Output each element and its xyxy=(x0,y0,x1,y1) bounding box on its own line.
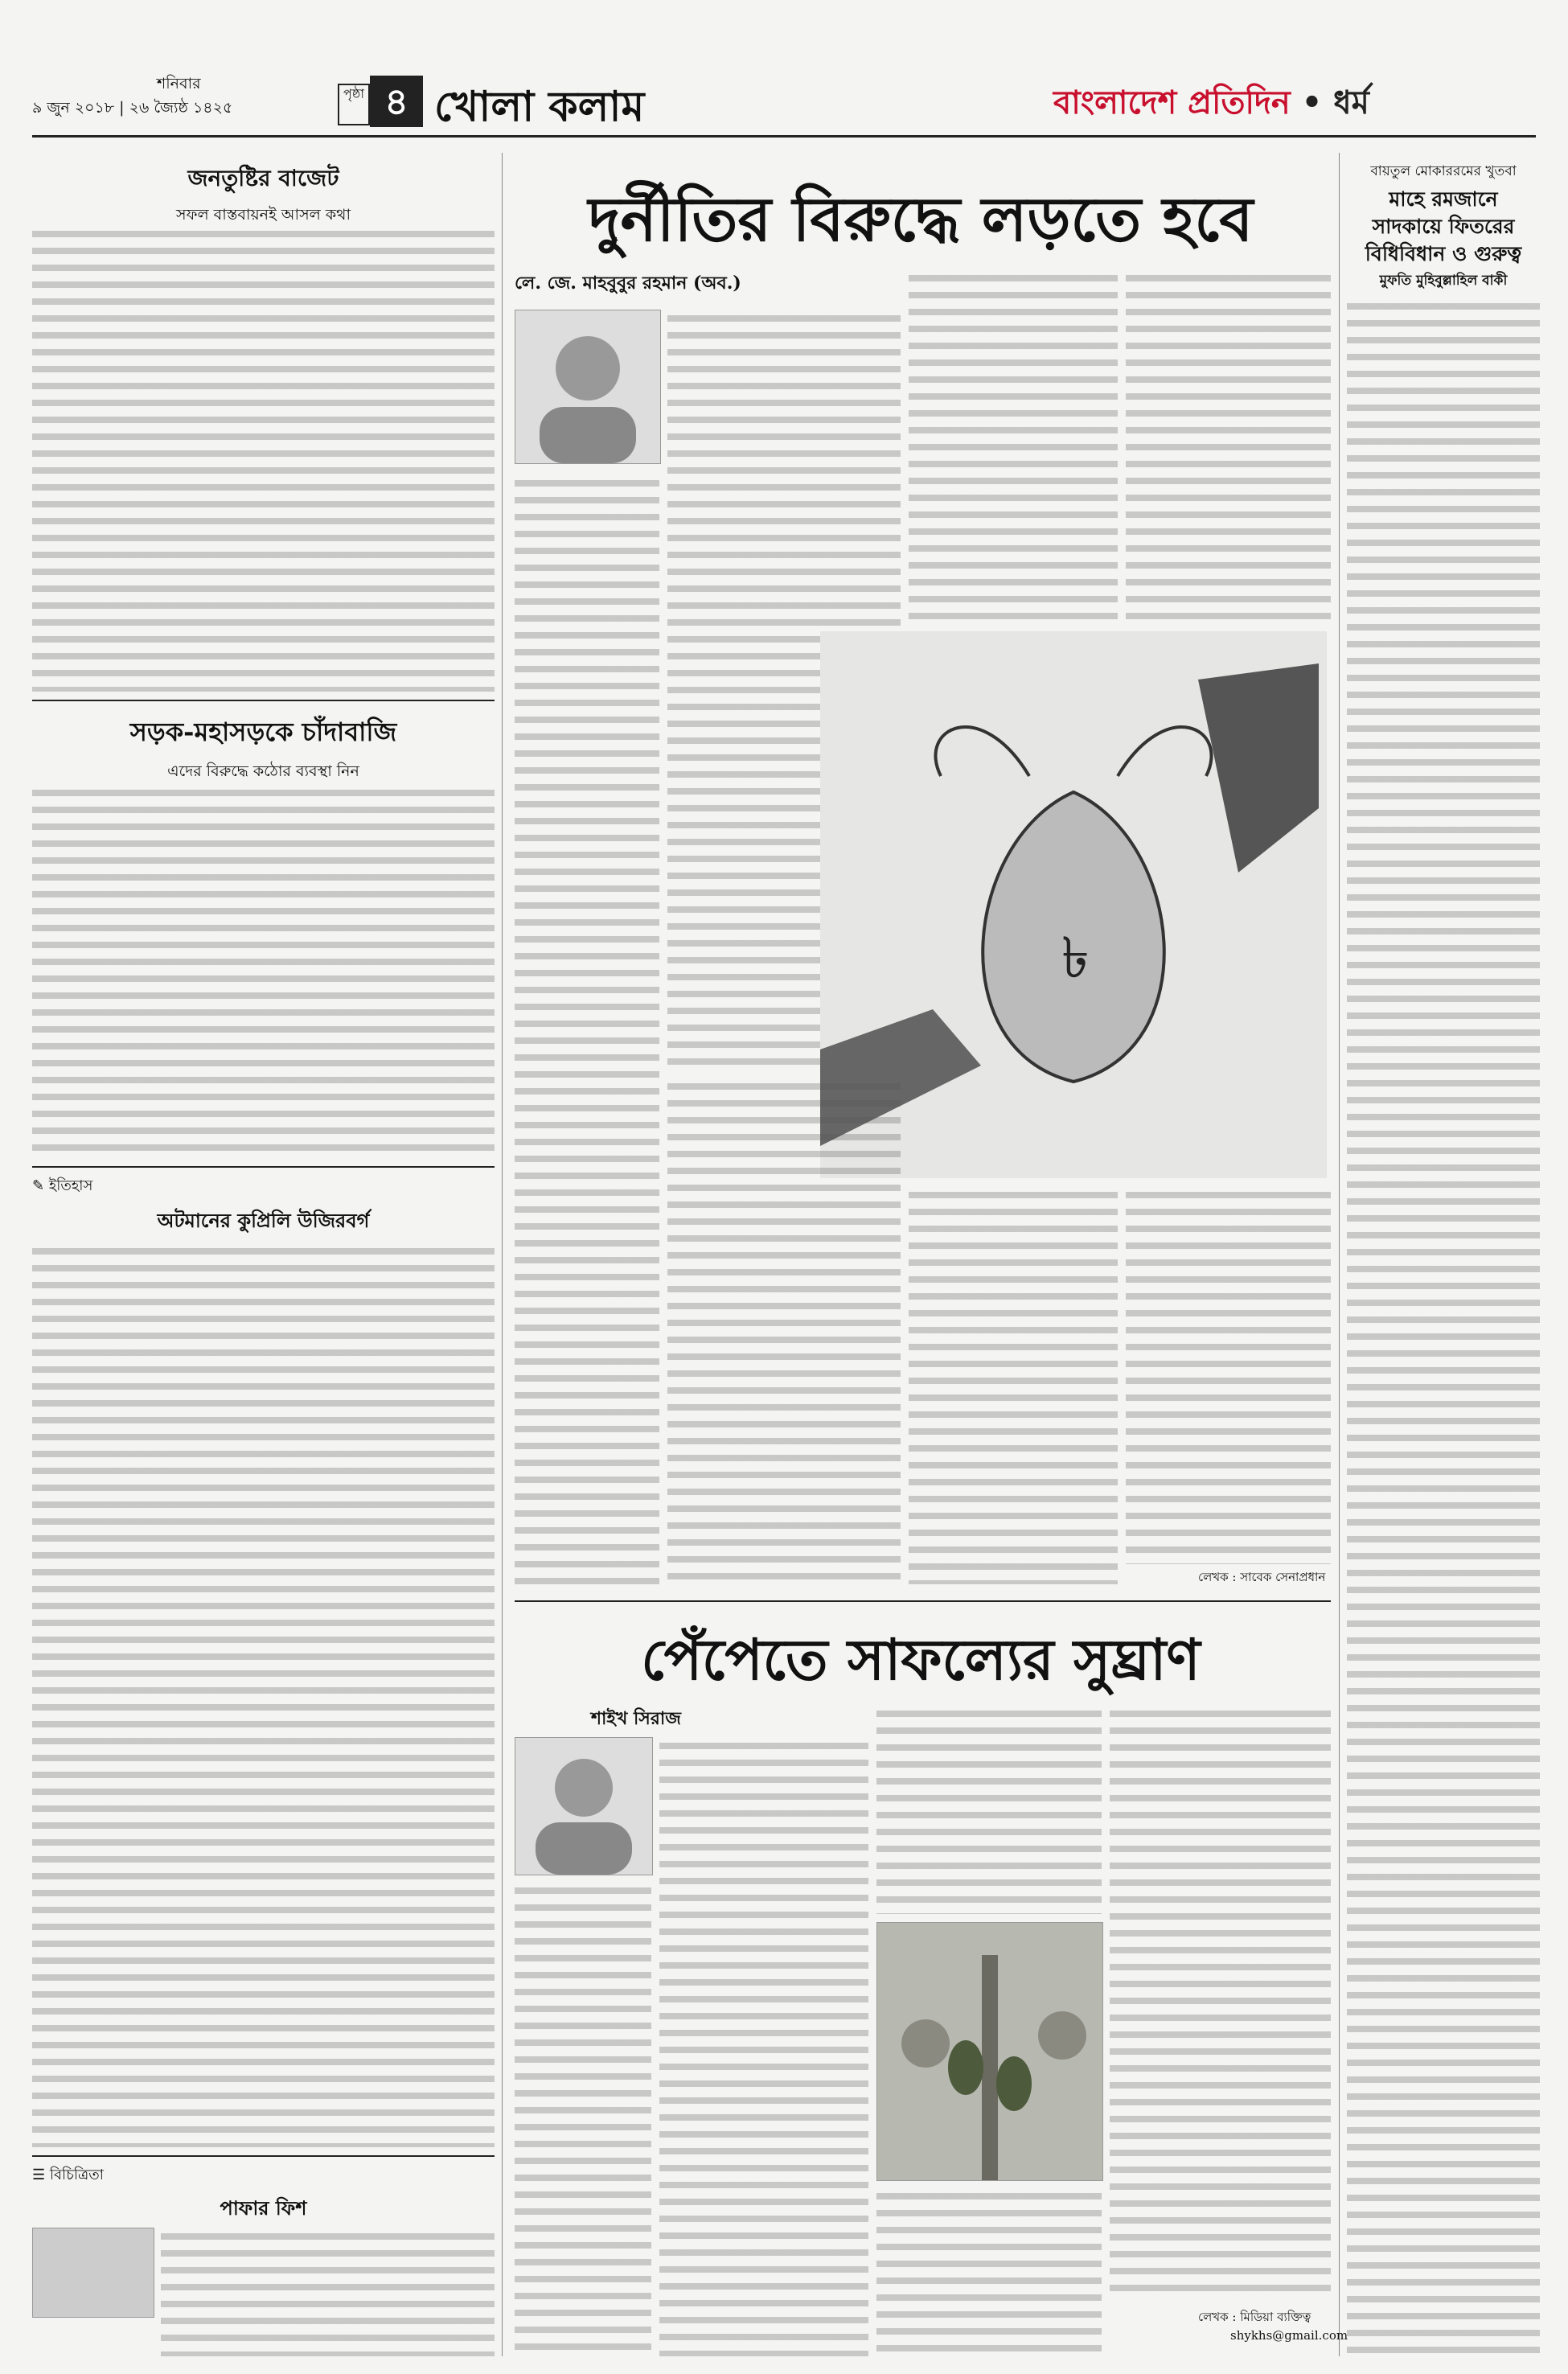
main-body-col3b xyxy=(1126,1186,1331,1564)
second-author-email: shykhs@gmail.com xyxy=(1230,2328,1348,2343)
budget-subtitle: সফল বাস্তবায়নই আসল কথা xyxy=(176,206,351,224)
right-kicker: বায়তুল মোকাররমের খুতবা xyxy=(1370,163,1517,179)
masthead xyxy=(0,0,1568,135)
main-body-col3 xyxy=(1126,269,1331,623)
masthead-day: শনিবার xyxy=(157,75,201,92)
page-label: পৃষ্ঠা xyxy=(338,84,370,125)
page-number: ৪ xyxy=(370,76,423,127)
history-label-text: ইতিহাস xyxy=(48,1177,93,1194)
misc-body xyxy=(161,2228,495,2356)
portrait-icon xyxy=(515,310,660,463)
divider xyxy=(32,700,495,701)
main-body-col1b xyxy=(667,1078,901,1584)
author-photo xyxy=(515,310,661,464)
main-headline: দুর্নীতির বিরুদ্ধে লড়তে হবে xyxy=(588,183,1254,255)
history-body xyxy=(32,1242,495,2147)
second-body-col2b xyxy=(876,2187,1102,2356)
brand-logo xyxy=(1053,77,1369,131)
svg-text:৳: ৳ xyxy=(1061,925,1090,991)
right-title-3: বিধিবিধান ও গুরুত্ব xyxy=(1365,242,1522,265)
second-author-note: লেখক : মিডিয়া ব্যক্তিত্ব xyxy=(1198,2310,1311,2324)
second-body-col1 xyxy=(659,1737,868,2356)
second-byline: শাইখ সিরাজ xyxy=(591,1708,681,1729)
budget-body xyxy=(32,225,495,692)
right-author: মুফতি মুহিবুল্লাহিল বাকী xyxy=(1379,273,1508,289)
road-editorial xyxy=(32,712,495,786)
column-divider xyxy=(1339,153,1340,2356)
second-headline: পেঁপেতে সাফল্যের সুঘ্রাণ xyxy=(641,1627,1201,1693)
masthead-rule xyxy=(32,135,1536,138)
papaya-icon xyxy=(877,1923,1102,2180)
brand-main: বাংলাদেশ প্রতিদিন xyxy=(1053,84,1291,121)
second-author-photo xyxy=(515,1737,653,1875)
second-body-col0 xyxy=(515,1882,651,2356)
history-label xyxy=(32,1174,92,1199)
main-body-col0 xyxy=(515,474,659,1584)
misc-label-text: বিচিত্রিতা xyxy=(49,2167,105,2183)
misc-label xyxy=(32,2163,104,2188)
main-body-col2 xyxy=(909,269,1118,623)
history-title: অটমানের কুপ্রিলি উজিরবর্গ xyxy=(157,1209,370,1232)
misc-title: পাফার ফিশ xyxy=(220,2196,307,2220)
brand-section: ধর্ম xyxy=(1333,84,1369,121)
main-body-col2b xyxy=(909,1186,1118,1584)
budget-title: জনতুষ্টির বাজেট xyxy=(187,165,339,191)
misc-icon: ☰ xyxy=(32,2167,46,2183)
main-author-note: লেখক : সাবেক সেনাপ্রধান xyxy=(1198,1570,1326,1584)
brand-sep: • xyxy=(1301,84,1323,121)
road-subtitle: এদের বিরুদ্ধে কঠোর ব্যবস্থা নিন xyxy=(167,762,359,780)
history-icon: ✎ xyxy=(32,1177,45,1194)
right-body xyxy=(1347,298,1540,2356)
budget-editorial xyxy=(32,161,495,229)
road-body xyxy=(32,784,495,1158)
divider xyxy=(32,2155,495,2157)
second-body-col3 xyxy=(1110,1705,1331,2300)
divider xyxy=(515,1600,1331,1602)
column-divider xyxy=(502,153,503,2356)
right-title-1: মাহে রমজানে xyxy=(1389,187,1498,211)
second-body-col2 xyxy=(876,1705,1102,1914)
portrait-icon xyxy=(515,1738,652,1875)
masthead-date: ৯ জুন ২০১৮ | ২৬ জ্যৈষ্ঠ ১৪২৫ xyxy=(32,99,233,117)
main-byline: লে. জে. মাহবুবুর রহমান (অব.) xyxy=(515,273,741,294)
section-title: খোলা কলাম xyxy=(434,83,645,131)
puffer-fish-photo xyxy=(32,2228,154,2318)
papaya-farm-photo xyxy=(876,1922,1103,2181)
road-title: সড়ক-মহাসড়কে চাঁদাবাজি xyxy=(129,717,397,747)
divider xyxy=(32,1166,495,1168)
right-title-2: সাদকায়ে ফিতরের xyxy=(1372,215,1515,238)
